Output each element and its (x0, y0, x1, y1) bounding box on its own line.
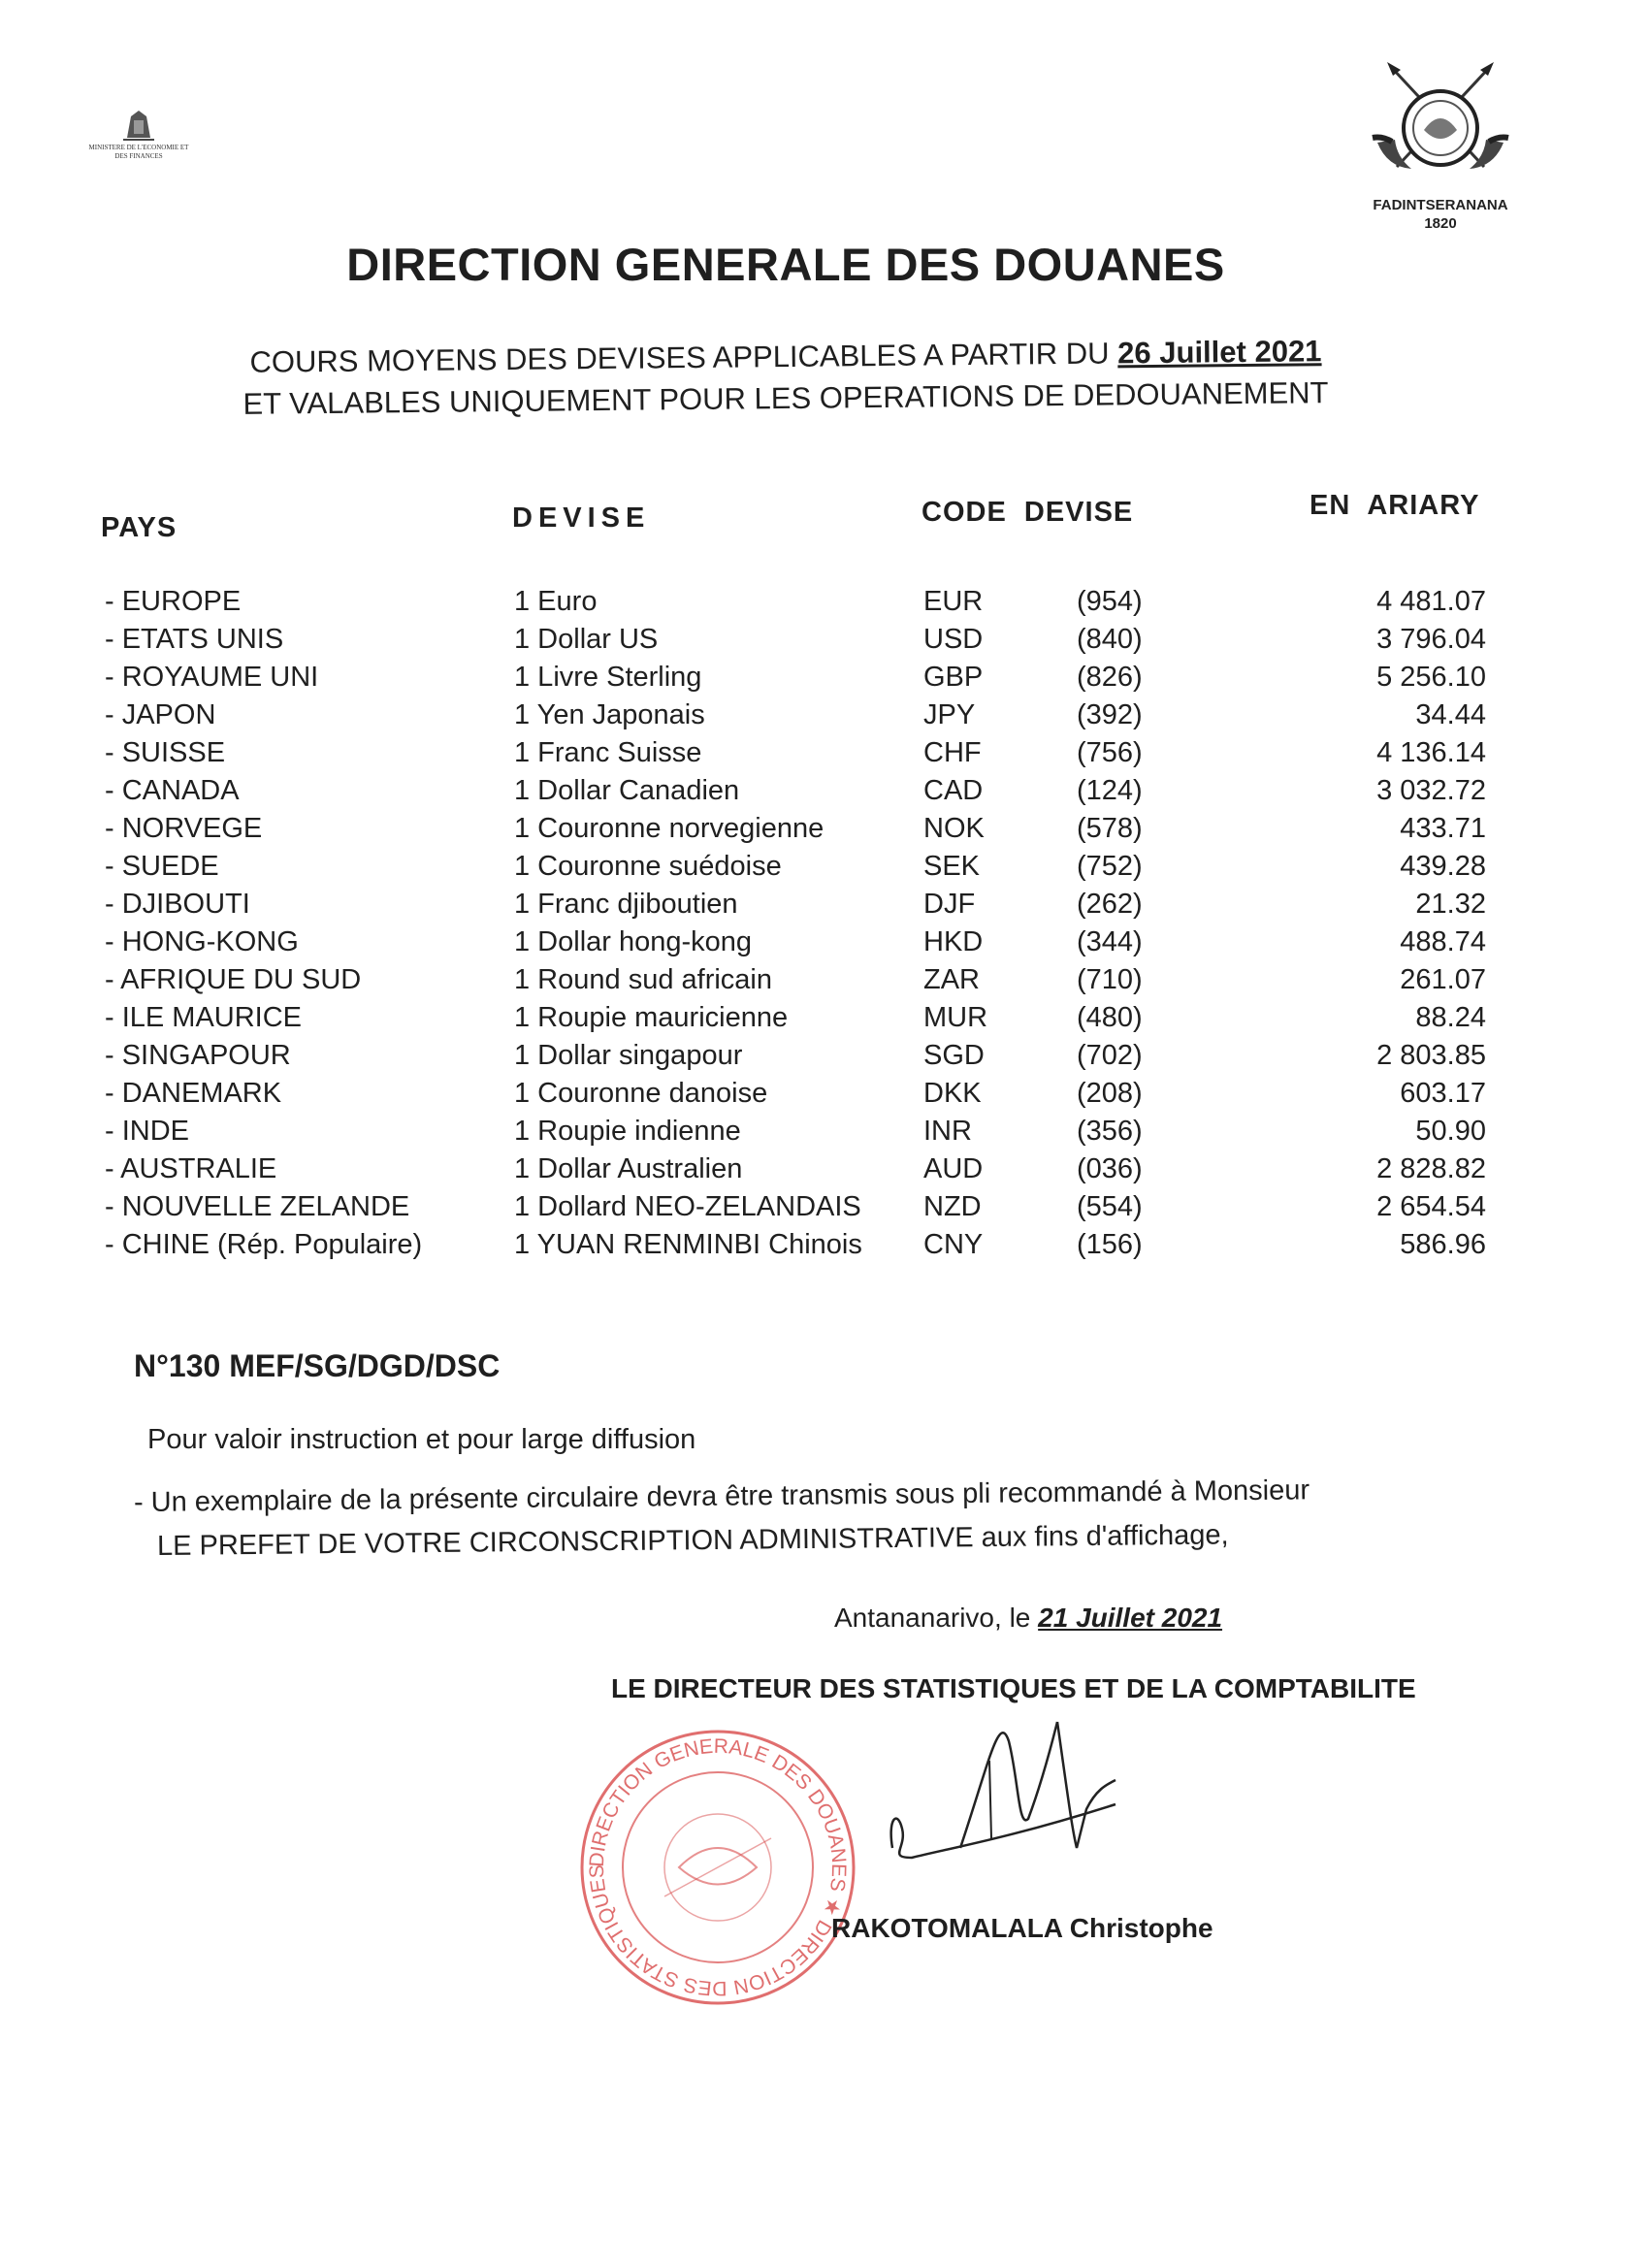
ariary-value: 2 654.54 (1376, 1191, 1486, 1222)
currency-code: GBP (923, 662, 984, 693)
director-title: LE DIRECTEUR DES STATISTIQUES ET DE LA COMPTABILITE (611, 1673, 1416, 1703)
subtitle-line-1 (242, 334, 1329, 380)
signing-date: 21 Juillet 2021 (1038, 1603, 1223, 1633)
table-row (0, 1116, 1649, 1154)
currency-code: HKD (923, 926, 984, 957)
table-row (0, 586, 1649, 625)
numeric-code: (356) (1077, 1116, 1143, 1147)
ministry-emblem-icon (119, 105, 158, 144)
numeric-code: (578) (1077, 813, 1143, 844)
numeric-code: (392) (1077, 699, 1143, 730)
table-row (0, 699, 1649, 738)
national-emblem (1363, 60, 1518, 233)
svg-text:DIRECTION GENERALE DES DOUANES: DIRECTION GENERALE DES DOUANES ★ DIRECTION DES STATISTIQUES (585, 1734, 851, 2000)
numeric-code: (208) (1077, 1078, 1143, 1109)
emblem-motto: FADINTSERANANA (1373, 197, 1508, 213)
stamp-seal-icon (572, 1722, 863, 2013)
table-row (0, 1078, 1649, 1117)
currency: 1 Roupie mauricienne (514, 1002, 789, 1033)
country: - JAPON (105, 699, 216, 730)
country: - AUSTRALIE (105, 1153, 277, 1184)
ariary-value: 439.28 (1400, 851, 1486, 882)
country: - EUROPE (105, 586, 242, 617)
numeric-code: (752) (1077, 851, 1143, 882)
numeric-code: (554) (1077, 1191, 1143, 1222)
currency-code: CAD (923, 775, 984, 806)
subtitle-prefix: COURS MOYENS DES DEVISES APPLICABLES A PARTIR DU (249, 336, 1110, 379)
currency-code: DJF (923, 889, 976, 920)
currency: 1 Couronne norvegienne (514, 813, 824, 844)
ariary-value: 2 803.85 (1376, 1040, 1486, 1071)
country: - SINGAPOUR (105, 1040, 291, 1071)
emblem-year: 1820 (1424, 215, 1457, 232)
currency: 1 Livre Sterling (514, 662, 702, 693)
numeric-code: (954) (1077, 586, 1143, 617)
numeric-code: (124) (1077, 775, 1143, 806)
ariary-value: 5 256.10 (1376, 662, 1486, 693)
document-title: DIRECTION GENERALE DES DOUANES (346, 239, 1225, 290)
table-row (0, 964, 1649, 1003)
ariary-value: 603.17 (1400, 1078, 1486, 1109)
country: - DJIBOUTI (105, 889, 250, 920)
ariary-value: 88.24 (1415, 1002, 1486, 1033)
numeric-code: (156) (1077, 1229, 1143, 1260)
currency: 1 Dollard NEO-ZELANDAIS (514, 1191, 861, 1222)
effective-date: 26 Juillet 2021 (1117, 334, 1322, 371)
currency-code: MUR (923, 1002, 988, 1033)
ministry-logo (85, 105, 192, 161)
currency: 1 YUAN RENMINBI Chinois (514, 1229, 862, 1260)
country: - NOUVELLE ZELANDE (105, 1191, 410, 1222)
ariary-value: 488.74 (1400, 926, 1486, 957)
currency: 1 Euro (514, 586, 598, 617)
country: - SUEDE (105, 851, 219, 882)
ministry-text: MINISTERE DE L'ECONOMIE ET DES FINANCES (88, 144, 189, 160)
instruction-line: Pour valoir instruction et pour large diffusion (147, 1424, 696, 1455)
numeric-code: (480) (1077, 1002, 1143, 1033)
country: - NORVEGE (105, 813, 263, 844)
table-row (0, 1002, 1649, 1041)
ariary-value: 3 032.72 (1376, 775, 1486, 806)
ariary-value: 433.71 (1400, 813, 1486, 844)
table-row (0, 775, 1649, 814)
currency-code: JPY (923, 699, 976, 730)
currency-code: DKK (923, 1078, 982, 1109)
currency: 1 Dollar Australien (514, 1153, 743, 1184)
ariary-value: 50.90 (1415, 1116, 1486, 1147)
currency: 1 Dollar US (514, 624, 659, 655)
currency: 1 Dollar hong-kong (514, 926, 753, 957)
prefect-line: LE PREFET DE VOTRE CIRCONSCRIPTION ADMINISTRATIVE aux fins d'affichage, (156, 1519, 1229, 1562)
ariary-value: 34.44 (1415, 699, 1486, 730)
currency: 1 Round sud africain (514, 964, 772, 995)
currency: 1 Franc djiboutien (514, 889, 738, 920)
handwritten-signature (873, 1702, 1183, 1882)
country: - SUISSE (105, 737, 226, 768)
place-prefix: Antananarivo, le (834, 1603, 1031, 1633)
table-row (0, 624, 1649, 663)
column-header-en-ariary: EN ARIARY (1310, 490, 1480, 521)
ariary-value: 4 481.07 (1376, 586, 1486, 617)
numeric-code: (262) (1077, 889, 1143, 920)
currency: 1 Roupie indienne (514, 1116, 741, 1147)
currency-code: CNY (923, 1229, 984, 1260)
table-row (0, 926, 1649, 965)
numeric-code: (840) (1077, 624, 1143, 655)
table-row (0, 1040, 1649, 1079)
numeric-code: (826) (1077, 662, 1143, 693)
numeric-code: (756) (1077, 737, 1143, 768)
country: - ROYAUME UNI (105, 662, 319, 693)
currency-code: USD (923, 624, 984, 655)
table-row (0, 851, 1649, 890)
ariary-value: 4 136.14 (1376, 737, 1486, 768)
ariary-value: 21.32 (1415, 889, 1486, 920)
country: - CANADA (105, 775, 240, 806)
ariary-value: 586.96 (1400, 1229, 1486, 1260)
currency-code: SGD (923, 1040, 985, 1071)
numeric-code: (344) (1077, 926, 1143, 957)
table-row (0, 1229, 1649, 1268)
currency-code: EUR (923, 586, 984, 617)
numeric-code: (702) (1077, 1040, 1143, 1071)
subtitle-line-2: ET VALABLES UNIQUEMENT POUR LES OPERATIONS DE DEDOUANEMENT (242, 375, 1329, 421)
signatory-name: RAKOTOMALALA Christophe (831, 1913, 1213, 1943)
column-header-pays: PAYS (101, 512, 178, 543)
country: - AFRIQUE DU SUD (105, 964, 362, 995)
table-row (0, 889, 1649, 927)
currency: 1 Franc Suisse (514, 737, 702, 768)
country: - ILE MAURICE (105, 1002, 303, 1033)
place-date (834, 1603, 1222, 1634)
table-row (0, 737, 1649, 776)
column-header-code-devise: CODE DEVISE (922, 497, 1134, 528)
currency-code: CHF (923, 737, 982, 768)
country: - INDE (105, 1116, 189, 1147)
table-row (0, 1153, 1649, 1192)
column-header-devise: DEVISE (512, 502, 651, 534)
country: - DANEMARK (105, 1078, 282, 1109)
ariary-value: 3 796.04 (1376, 624, 1486, 655)
currency-code: NZD (923, 1191, 982, 1222)
currency-code: NOK (923, 813, 985, 844)
country: - CHINE (Rép. Populaire) (105, 1229, 423, 1260)
currency-code: AUD (923, 1153, 984, 1184)
numeric-code: (710) (1077, 964, 1143, 995)
ariary-value: 2 828.82 (1376, 1153, 1486, 1184)
official-stamp (572, 1722, 863, 2018)
transmission-line: - Un exemplaire de la présente circulaire devra être transmis sous pli recommandé à Monsieur (133, 1474, 1310, 1518)
numeric-code: (036) (1077, 1153, 1143, 1184)
currency: 1 Dollar singapour (514, 1040, 743, 1071)
currency: 1 Couronne danoise (514, 1078, 768, 1109)
ariary-value: 261.07 (1400, 964, 1486, 995)
reference-number: N°130 MEF/SG/DGD/DSC (134, 1348, 501, 1383)
currency-code: SEK (923, 851, 981, 882)
seal-emblem-icon (1368, 60, 1513, 191)
currency-code: ZAR (923, 964, 980, 995)
table-row (0, 813, 1649, 852)
country: - ETATS UNIS (105, 624, 284, 655)
table-row (0, 662, 1649, 700)
currency: 1 Dollar Canadien (514, 775, 740, 806)
currency: 1 Yen Japonais (514, 699, 705, 730)
table-row (0, 1191, 1649, 1230)
country: - HONG-KONG (105, 926, 299, 957)
currency: 1 Couronne suédoise (514, 851, 782, 882)
currency-code: INR (923, 1116, 972, 1147)
